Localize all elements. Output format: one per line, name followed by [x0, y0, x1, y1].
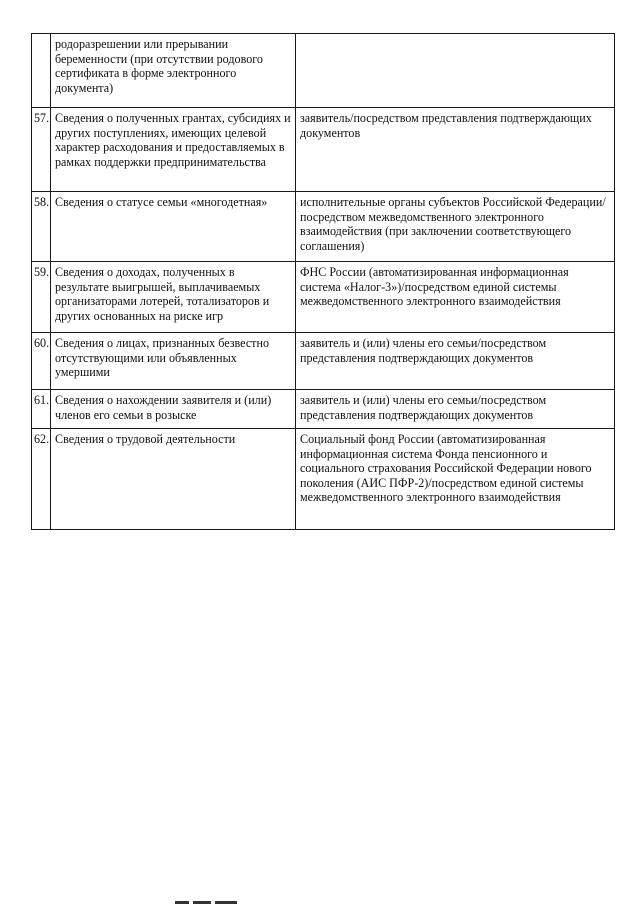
row-information-source: [296, 34, 615, 108]
row-number: 59.: [32, 262, 51, 333]
row-information-name: Сведения о лицах, признанных безвестно отсутствующими или объявленных умершими: [51, 333, 296, 390]
row-number: 60.: [32, 333, 51, 390]
row-information-name: родоразрешении или прерывании беременности (при отсутствии родового сертификата в форме электронного документа): [51, 34, 296, 108]
table-row: [32, 34, 615, 108]
row-information-source: заявитель и (или) члены его семьи/посредством представления подтверждающих документов: [296, 333, 615, 390]
table-row: [32, 192, 615, 262]
row-information-source: заявитель и (или) члены его семьи/посредством представления подтверждающих документов: [296, 390, 615, 429]
row-number: 58.: [32, 192, 51, 262]
data-sources-table: [31, 33, 615, 530]
row-number: [32, 34, 51, 108]
table-row: [32, 108, 615, 192]
row-information-source: Социальный фонд России (автоматизированная информационная система Фонда пенсионного и социального страхования Российской Федерации нового поколения (АИС ПФР-2)/посредством единой системы межведомственного электронного взаимодействия: [296, 429, 615, 530]
table-row: [32, 390, 615, 429]
table-row: [32, 429, 615, 530]
row-information-source: заявитель/посредством представления подтверждающих документов: [296, 108, 615, 192]
row-information-name: Сведения о нахождении заявителя и (или) членов его семьи в розыске: [51, 390, 296, 429]
table-row: [32, 333, 615, 390]
row-information-name: Сведения о трудовой деятельности: [51, 429, 296, 530]
row-information-source: исполнительные органы субъектов Российской Федерации/посредством межведомственного электронного взаимодействия (при заключении соответствующего соглашения): [296, 192, 615, 262]
row-number: 62.: [32, 429, 51, 530]
row-information-source: ФНС России (автоматизированная информационная система «Налог-3»)/посредством единой системы межведомственного электронного взаимодействия: [296, 262, 615, 333]
row-information-name: Сведения о доходах, полученных в результате выигрышей, выплачиваемых организаторами лотерей, тотализаторов и других основанных на риске игр: [51, 262, 296, 333]
row-information-name: Сведения о полученных грантах, субсидиях и других поступлениях, имеющих целевой характер расходования и предоставляемых в рамках поддержки предпринимательства: [51, 108, 296, 192]
table-row: [32, 262, 615, 333]
row-number: 57.: [32, 108, 51, 192]
row-number: 61.: [32, 390, 51, 429]
row-information-name: Сведения о статусе семьи «многодетная»: [51, 192, 296, 262]
